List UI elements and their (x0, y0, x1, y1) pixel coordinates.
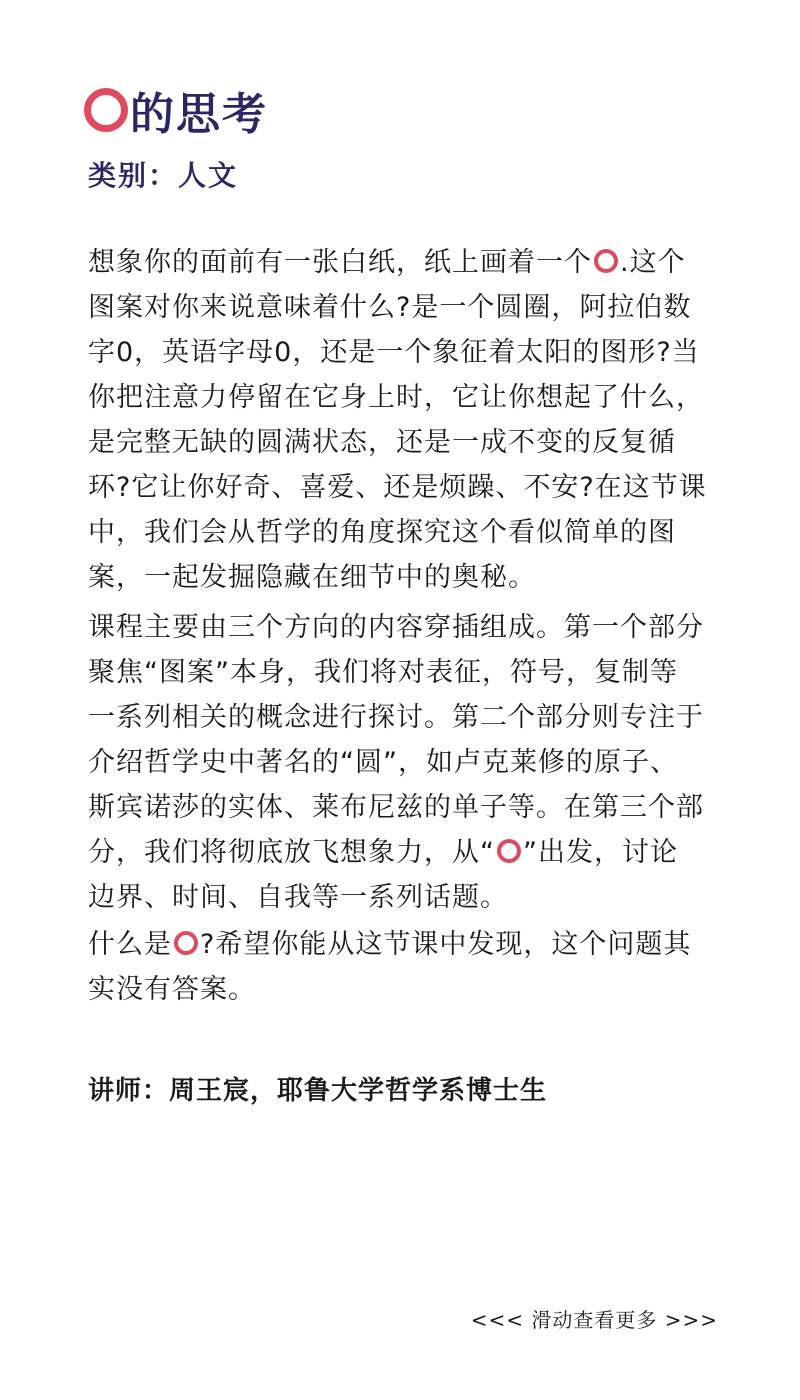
scroll-more-hint[interactable]: <<< 滑动查看更多 >>> (470, 1308, 718, 1332)
text-line (88, 830, 728, 875)
text-line: 斯宾诺莎的实体、莱布尼兹的单子等。在第三个部 (88, 792, 704, 823)
lecturer-info: 讲师：周王宸，耶鲁大学哲学系博士生 (88, 1076, 548, 1106)
intro-paragraph (88, 240, 728, 600)
text-line: 环?它让你好奇、喜爱、还是烦躁、不安?在这节课 (88, 472, 707, 503)
text-line: 边界、时间、自我等一系列话题。 (88, 882, 508, 913)
category-label: 类别：人文 (88, 159, 239, 192)
text-segment: 想象你的面前有一张白纸，纸上画着一个 (88, 247, 592, 278)
text-line (88, 240, 728, 285)
page-title (84, 80, 268, 140)
page-title-text: 的思考 (130, 89, 268, 140)
text-line: 案，一起发掘隐藏在细节中的奥秘。 (88, 562, 536, 593)
text-line (88, 922, 728, 967)
text-segment: 分，我们将彻底放飞想象力，从“ (88, 837, 495, 868)
circle-ring-icon (497, 839, 521, 863)
circle-ring-icon (594, 249, 618, 273)
text-segment: ”出发，讨论 (523, 837, 678, 868)
text-line: 课程主要由三个方向的内容穿插组成。第一个部分 (88, 612, 704, 643)
text-line: 字0，英语字母0，还是一个象征着太阳的图形?当 (88, 337, 700, 368)
text-line: 中，我们会从哲学的角度探究这个看似简单的图 (88, 517, 676, 548)
circle-ring-icon (84, 88, 128, 132)
text-segment: .这个 (620, 247, 686, 278)
text-line: 图案对你来说意味着什么?是一个圆圈，阿拉伯数 (88, 292, 692, 323)
text-segment: 什么是 (88, 929, 172, 960)
text-line: 一系列相关的概念进行探讨。第二个部分则专注于 (88, 702, 704, 733)
text-line: 介绍哲学史中著名的“圆”，如卢克莱修的原子、 (88, 747, 678, 778)
structure-paragraph (88, 605, 728, 920)
text-segment: ?希望你能从这节课中发现，这个问题其 (200, 929, 692, 960)
text-line: 聚焦“图案”本身，我们将对表征，符号，复制等 (88, 657, 678, 688)
text-line: 实没有答案。 (88, 974, 256, 1005)
text-line: 是完整无缺的圆满状态，还是一成不变的反复循 (88, 427, 676, 458)
closing-paragraph (88, 922, 728, 1012)
text-line: 你把注意力停留在它身上时，它让你想起了什么， (88, 382, 704, 413)
circle-ring-icon (174, 931, 198, 955)
